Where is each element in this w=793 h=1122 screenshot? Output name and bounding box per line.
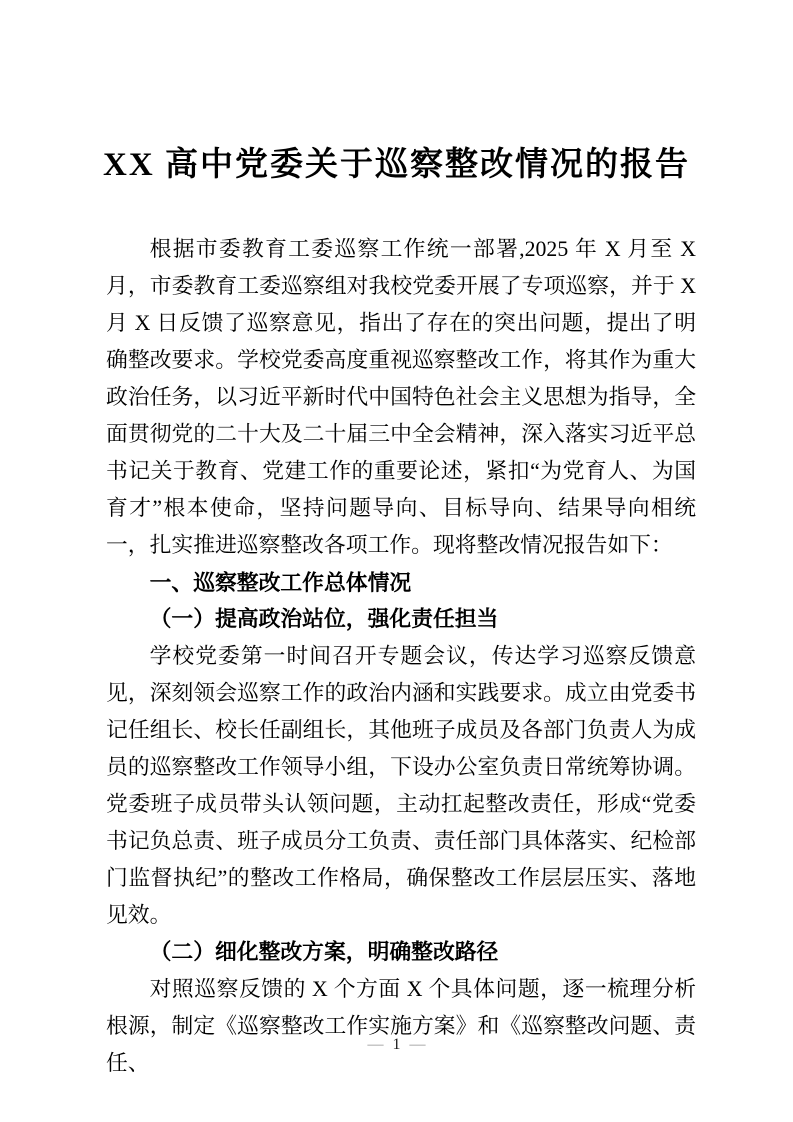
body-paragraph-intro: 根据市委教育工委巡察工作统一部署,2025 年 X 月至 X 月，市委教育工委巡察组对我校党委开展了专项巡察，并于 X 月 X 日反馈了巡察意见，指出了存在的突出问题，提出了明确整改要求。学校党委高度重视巡察整改工作，将其作为重大政治任务，以习近平新时代中国特色社会主义思想为指导，全面贯彻党的二十大及二十届三中全会精神，深入落实习近平总书记关于教育、党建工作的重要论述，紧扣“为党育人、为国育才”根本使命，坚持问题导向、目标导向、结果导向相统一，扎实推进巡察整改各项工作。现将整改情况报告如下： xyxy=(106,237,696,557)
subsection-heading-political-stance: （一）提高政治站位，强化责任担当 xyxy=(149,607,499,631)
document-body xyxy=(106,231,696,1082)
page-footer xyxy=(0,1034,793,1056)
section-heading-overall-situation: 一、巡察整改工作总体情况 xyxy=(149,570,412,595)
footer-dash-left: — xyxy=(367,1036,384,1053)
body-paragraph-leadership-group: 学校党委第一时间召开专题会议，传达学习巡察反馈意见，深刻领会巡察工作的政治内涵和实践要求。成立由党委书记任组长、校长任副组长，其他班子成员及各部门负责人为成员的巡察整改工作领导小组，下设办公室负责日常统筹协调。党委班子成员带头认领问题，主动扛起整改责任，形成“党委书记负总责、班子成员分工负责、责任部门具体落实、纪检部门监督执纪”的整改工作格局，确保整改工作层层压实、落地见效。 xyxy=(106,644,696,927)
document-title: XX 高中党委关于巡察整改情况的报告 xyxy=(103,147,690,183)
footer-dash-right: — xyxy=(409,1036,426,1053)
page-number: 1 xyxy=(392,1036,401,1053)
subsection-heading-rectification-plan: （二）细化整改方案，明确整改路径 xyxy=(149,940,499,964)
body-paragraph-plan-details: 对照巡察反馈的 X 个方面 X 个具体问题，逐一梳理分析根源，制定《巡察整改工作实施方案》和《巡察整改问题、责任、 xyxy=(106,977,696,1075)
